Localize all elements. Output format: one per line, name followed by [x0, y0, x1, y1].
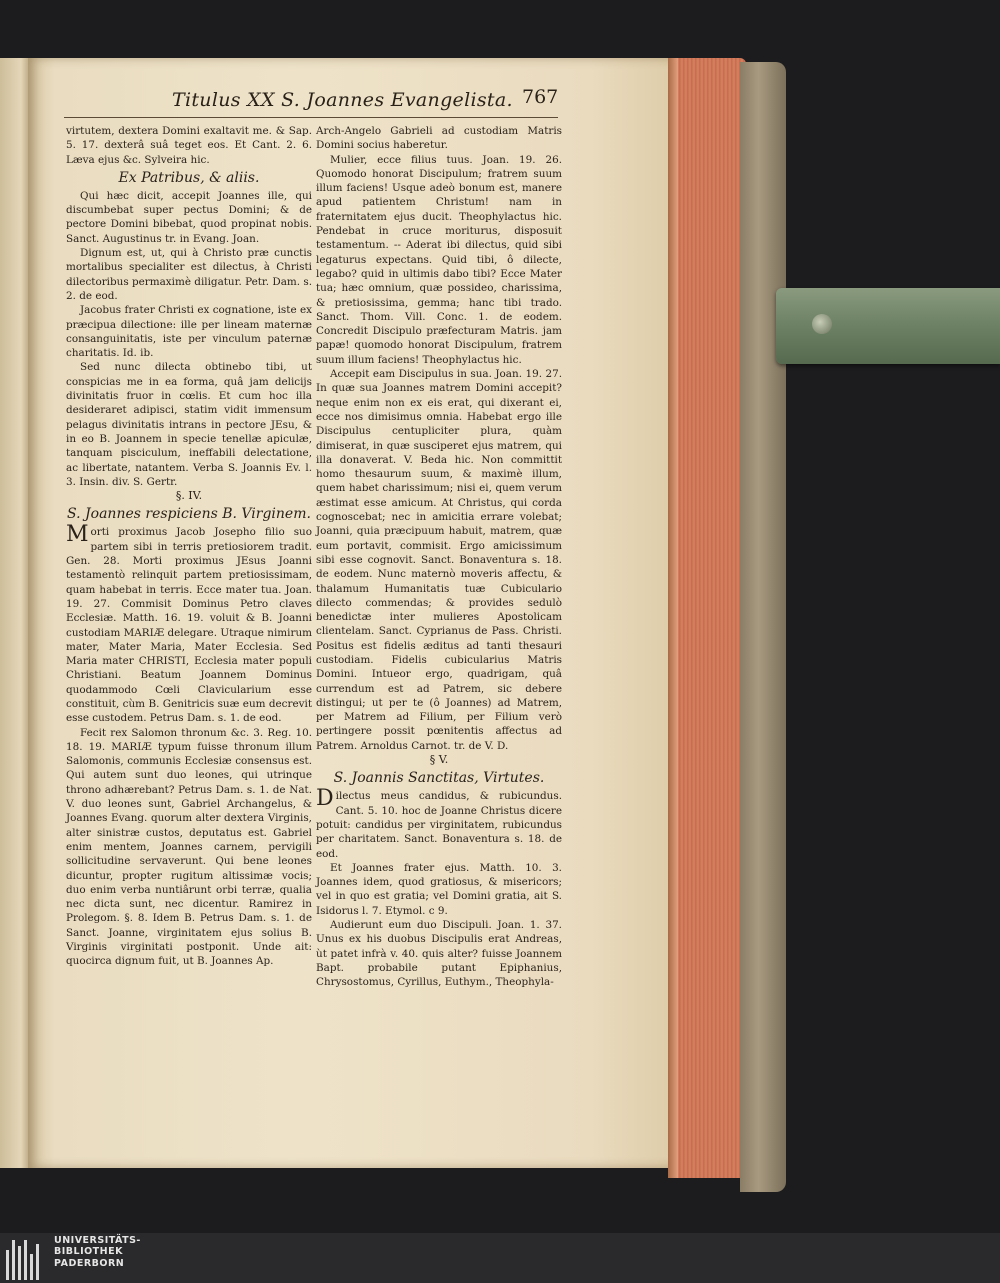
right-text-column — [316, 124, 562, 990]
library-name-line2: BIBLIOTHEK — [54, 1246, 123, 1258]
page-number: 767 — [522, 86, 559, 108]
paragraph: Fecit rex Salomon thronum &c. 3. Reg. 10. 18. 19. MARIÆ typum fuisse thronum illum Salomonis, communis Ecclesiæ consensus est. Qui autem sunt duo leones, qui utrinque throno adhærebant? Petrus Dam. s. 1. de Nat. V. duo leones sunt, Gabriel Archangelus, & Joannes Evang. quorum alter dextera Virginis, alter sinistræ custos, deputatus est. Gabriel enim mentem, Joannes carnem, pervigili sollicitudine servaverunt. Qui bene leones dicuntur, propter rugitum altissimæ vocis; duo enim verba nuntiârunt orbi terræ, qualia nec dicta sunt, nec dicentur. Ramirez in Prolegom. §. 8. Idem B. Petrus Dam. s. 1. de Sanct. Joanne, virginitatem ejus solius B. Virginis virginitati postponit. Unde ait: quocirca dignum fuit, ut B. Joannes Ap. — [66, 726, 312, 968]
paragraph: Audierunt eum duo Discipuli. Joan. 1. 37. Unus ex his duobus Discipulis erat Andreas, ùt patet infrà v. 40. quis alter? fuisse Joannem Bapt. probabile putant Epiphanius, Chrysostomus, Cyrillus, Euthym., Theophyla- — [316, 919, 562, 989]
library-logo-icon — [6, 1240, 50, 1280]
paragraph: Et Joannes frater ejus. Matth. 10. 3. Joannes idem, quod gratiosus, & misericors; vel in quo est gratia; vel Domini gratia, ait S. Isidorus l. 7. Etymol. c 9. — [316, 861, 562, 917]
paragraph: Jacobus frater Christi ex cognatione, iste ex præcipua dilectione: ille per lineam maternæ consanguinitatis, iste per vinculum paternæ charitatis. Id. ib. — [66, 304, 312, 360]
section-number: § V. — [429, 753, 449, 767]
section-heading: S. Joannis Sanctitas, Virtutes. — [333, 770, 545, 787]
clasp-rivet — [812, 314, 832, 334]
paragraph: Dignum est, ut, qui à Christo præ cunctis mortalibus specialiter est dilectus, à Christi dilectoribus permaximè diligatur. Petr. Dam. s. 2. de eod. — [66, 247, 312, 302]
running-header — [148, 86, 568, 114]
paragraph: Arch-Angelo Gabrieli ad custodiam Matris Domini socius haberetur. — [316, 125, 562, 152]
paragraph: Sed nunc dilecta obtinebo tibi, ut conspicias me in ea forma, quâ jam delicijs divinitatis fruor in cœlis. Et cum hoc illa desideraret adipisci, statim vidit immensum pelagus divinitatis intrans in pectore JEsu, & in eo B. Joannem in specie tenellæ apiculæ, tanquam pisciculum, ineffabili delectatione, ac libertate, natantem. Verba S. Joannis Ev. l. 3. Insin. div. S. Gertr. — [66, 361, 312, 488]
library-name-line3: PADERBORN — [54, 1257, 125, 1269]
paragraph: Mulier, ecce filius tuus. Joan. 19. 26. Quomodo honorat Discipulum; fratrem suum illum faciens! Usque adeò bonum est, manere apud patientem Christum! nam in fraternitatem ejus ducit. Theophylactus hic. Pendebat in cruce moriturus, disposuit testamentum. -- Aderat ibi dilectus, quid sibi legaturus expectans. Quid tibi, ô dilecte, legabo? quid in ultimis dabo tibi? Ecce Mater tua; hæc omnium, quæ possideo, charissima, & pretiosissima, gemma; hanc tibi trado. Sanct. Thom. Vill. Conc. 1. de eodem. Concredit Discipulo præfecturam Matris. jam papæ! quomodo honorat Discipulum, fratrem suum illum faciens! Theophylactus hic. — [316, 153, 562, 366]
paragraph: Dilectus meus candidus, & rubicundus. Cant. 5. 10. hoc de Joanne Christus dicere potuit: candidus per virginitatem, rubicundus per charitatem. Sanct. Bonaventura s. 18. de eod. — [316, 786, 562, 860]
page-block-edge — [668, 58, 746, 1178]
paragraph: Morti proximus Jacob Josepho filio suo partem sibi in terris pretiosiorem tradit. Gen. 28. Morti proximus JEsus Joanni testamentò relinquit partem pretiosissimam, quam habebat in terris. Ecce mater tua. Joan. 19. 27. Commisit Dominus Petro claves Ecclesiæ. Matth. 16. 19. voluit & B. Joanni custodiam MARIÆ delegare. Utraque nimirum mater, Mater Maria, Mater Ecclesia. Sed Maria mater CHRISTI, Ecclesia mater populi Christiani. Beatum Joannem Dominus quodammodo Cœli Clavicularium esse constituit, cùm B. Genitricis suæ eum decrevit esse custodem. Petrus Dam. s. 1. de eod. — [66, 522, 312, 725]
section-heading: Ex Patribus, & aliis. — [118, 169, 260, 186]
left-text-column — [66, 124, 312, 969]
metal-clasp — [776, 288, 1000, 364]
paragraph: Qui hæc dicit, accepit Joannes ille, qui discumbebat super pectus Domini; & de pectore Domini bibebat, quod propinat nobis. Sanct. Augustinus tr. in Evang. Joan. — [66, 189, 312, 245]
library-footer — [0, 1233, 1000, 1283]
book-cover-spine — [740, 62, 786, 1192]
left-page-margin — [0, 58, 30, 1168]
paragraph: virtutem, dextera Domini exaltavit me. & Sap. 5. 17. dexterâ suâ teget eos. Et Cant. 2. 6. Læva ejus &c. Sylveira hic. — [66, 125, 312, 166]
section-number: §. IV. — [175, 489, 203, 503]
header-title: Titulus XX S. Joannes Evangelista. — [172, 89, 513, 111]
library-name — [54, 1235, 141, 1269]
paragraph: Accepit eam Discipulus in sua. Joan. 19. 27. In quæ sua Joannes matrem Domini accepit? neque enim non ex eis erat, qui dixerant ei, ecce nos dimisimus omnia. Habebat ergo ille Discipulus centupliciter plura, quàm dimiserat, in quæ susciperet ejus matrem, qui illa donaverat. V. Beda hic. Non committit homo thesaurum suum, & maximè illum, quem habet charissimum; nisi ei, quem verum æstimat esse amicum. At Christus, qui corda cognoscebat; nec in amicitia errare volebat; Joanni, quia præcipuum habuit, matrem, quæ eum portavit, commisit. Ergo amicissimum sibi esse cognovit. Sanct. Bonaventura s. 18. de eodem. Nunc maternò moveris affectu, & thalamum Humanitatis tuæ Cubiculario dilecto commendas; & provides sedulò benedictæ inter mulieres Apostolicam clientelam. Sanct. Cyprianus de Pass. Christi. Positus est fidelis æditus ad tanti thesauri custodiam. Fidelis cubicularius Matris Domini. Intueor ergo, quadrigam, quâ currendum est ad Patrem, sic debere distingui; ut per te (ô Joannes) ad Matrem, per Matrem ad Filium, per Filium verò pertingere possit pœnitentis affectus ad Patrem. Arnoldus Carnot. tr. de V. D. — [316, 368, 562, 752]
header-rule — [64, 117, 558, 118]
section-heading: S. Joannes respiciens B. Virginem. — [67, 506, 311, 523]
library-name-line1: UNIVERSITÄTS- — [54, 1235, 141, 1246]
